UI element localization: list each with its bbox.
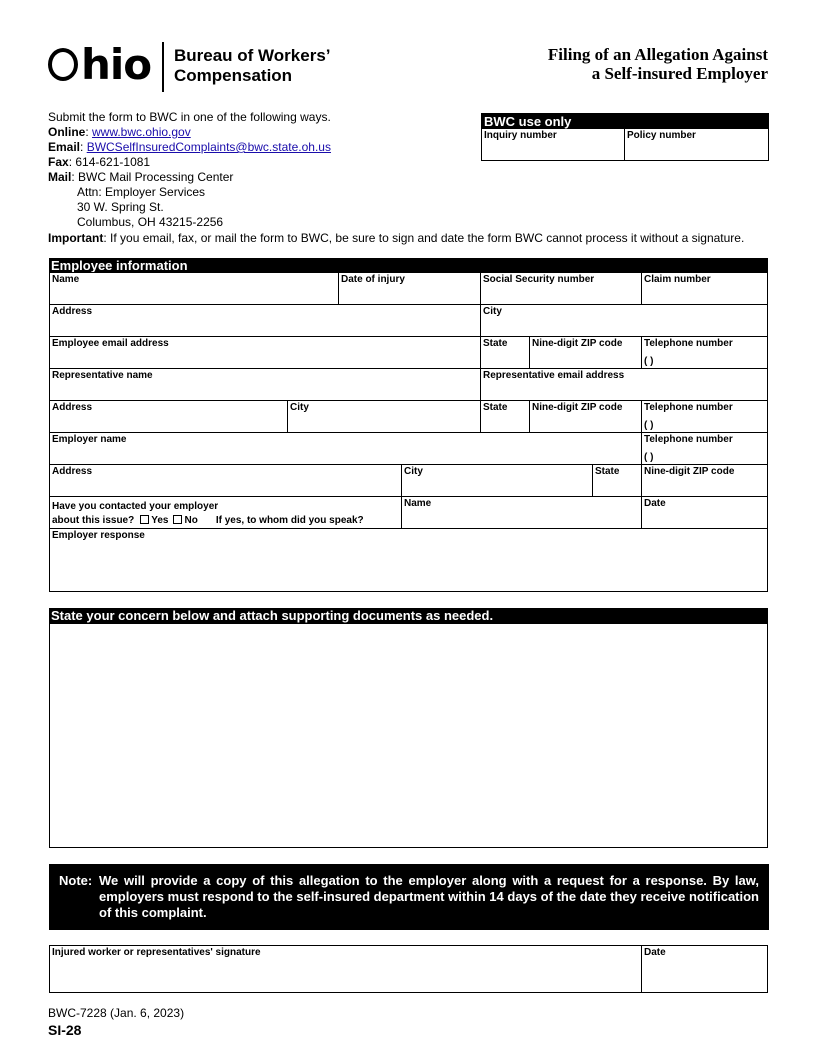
policy-number-label: Policy number xyxy=(627,130,696,141)
employee-email-field[interactable] xyxy=(49,336,481,369)
bureau-name-line2: Compensation xyxy=(174,66,293,85)
contacted-question-line1: Have you contacted your employer xyxy=(52,501,219,512)
contacted-question-text: about this issue? xyxy=(52,515,135,526)
whom-question: If yes, to whom did you speak? xyxy=(215,515,364,526)
form-title-line2: a Self-insured Employer xyxy=(591,64,768,83)
fax-number: 614-621-1081 xyxy=(75,155,151,169)
employee-name-field[interactable] xyxy=(49,272,339,305)
representative-phone-mask: ( ) xyxy=(644,420,654,431)
online-line: Online: www.bwc.ohio.gov xyxy=(48,125,191,139)
employee-email-label: Employee email address xyxy=(52,338,169,349)
employee-state-field[interactable] xyxy=(480,336,530,369)
no-label: No xyxy=(184,515,198,526)
representative-name-label: Representative name xyxy=(52,370,153,381)
mail-line1: BWC Mail Processing Center xyxy=(78,170,234,184)
mail-line3: 30 W. Spring St. xyxy=(77,200,164,214)
employee-state-label: State xyxy=(483,338,508,349)
ohio-logo-o-icon xyxy=(48,48,78,81)
submit-intro: Submit the form to BWC in one of the following ways. xyxy=(48,110,331,124)
claim-number-field[interactable] xyxy=(641,272,768,305)
online-label: Online xyxy=(48,125,86,139)
mail-line: Mail: BWC Mail Processing Center xyxy=(48,170,234,184)
ssn-label: Social Security number xyxy=(483,274,595,285)
signature-date-field[interactable] xyxy=(641,945,768,993)
yes-label: Yes xyxy=(151,515,169,526)
policy-number-field[interactable] xyxy=(625,129,768,160)
employee-zip-label: Nine-digit ZIP code xyxy=(532,338,623,349)
employer-phone-mask: ( ) xyxy=(644,452,654,463)
mail-line4: Columbus, OH 43215-2256 xyxy=(77,215,224,229)
contact-name-field[interactable] xyxy=(401,496,642,529)
employer-address-field[interactable] xyxy=(49,464,402,497)
email-link[interactable]: BWCSelfInsuredComplaints@bwc.state.oh.us xyxy=(86,140,331,154)
representative-city-label: City xyxy=(290,402,309,413)
note-box xyxy=(49,864,769,930)
fax-line: Fax: 614-621-1081 xyxy=(48,155,151,169)
form-title-line1: Filing of an Allegation Against xyxy=(547,45,768,64)
employee-address-label: Address xyxy=(52,306,93,317)
employer-response-label: Employer response xyxy=(52,530,145,541)
submit-instructions xyxy=(48,110,468,230)
employee-address-field[interactable] xyxy=(49,304,481,337)
form-title xyxy=(548,45,768,83)
employer-address-label: Address xyxy=(52,466,93,477)
employer-city-field[interactable] xyxy=(401,464,593,497)
email-line: Email: BWCSelfInsuredComplaints@bwc.state.oh.us xyxy=(48,140,331,154)
fax-label: Fax xyxy=(48,155,69,169)
contacted-employer-field xyxy=(49,496,402,529)
inquiry-number-label: Inquiry number xyxy=(484,130,557,141)
representative-zip-field[interactable] xyxy=(529,400,642,433)
signature-date-label: Date xyxy=(644,947,666,958)
signature-field[interactable] xyxy=(49,945,642,993)
note-label: Note: xyxy=(59,873,93,888)
representative-telephone-label: Telephone number xyxy=(644,402,733,413)
employer-telephone-label: Telephone number xyxy=(644,434,733,445)
concern-heading: State your concern below and attach supporting documents as needed. xyxy=(49,608,768,624)
contacted-question-line2 xyxy=(52,514,399,528)
note-text: We will provide a copy of this allegation to the employer along with a request for a response. By law, employers must respond to the self-insured department within 14 days of the date they receive notification of this complaint. xyxy=(99,873,759,920)
representative-city-field[interactable] xyxy=(287,400,481,433)
contact-date-label: Date xyxy=(644,498,666,509)
representative-state-field[interactable] xyxy=(480,400,530,433)
important-text: If you email, fax, or mail the form to BWC, be sure to sign and date the form BWC cannot process it without a signature. xyxy=(110,231,745,245)
representative-address-field[interactable] xyxy=(49,400,288,433)
ssn-field[interactable] xyxy=(480,272,642,305)
employer-name-label: Employer name xyxy=(52,434,127,445)
important-label: Important xyxy=(48,231,104,245)
form-code: SI-28 xyxy=(48,1022,82,1038)
date-of-injury-label: Date of injury xyxy=(341,274,405,285)
representative-address-label: Address xyxy=(52,402,93,413)
mail-label: Mail xyxy=(48,170,72,184)
employer-city-label: City xyxy=(404,466,423,477)
contact-name-label: Name xyxy=(404,498,432,509)
yes-checkbox[interactable] xyxy=(140,515,149,524)
logo-divider xyxy=(162,42,164,92)
representative-email-label: Representative email address xyxy=(483,370,625,381)
concern-textarea[interactable] xyxy=(49,623,768,848)
representative-name-field[interactable] xyxy=(49,368,481,401)
claim-number-label: Claim number xyxy=(644,274,711,285)
employer-zip-label: Nine-digit ZIP code xyxy=(644,466,735,477)
bureau-name-line1: Bureau of Workers’ xyxy=(174,46,331,65)
employer-response-field[interactable] xyxy=(49,528,768,592)
representative-email-field[interactable] xyxy=(480,368,768,401)
email-label: Email xyxy=(48,140,81,154)
employee-info-heading: Employee information xyxy=(49,258,768,273)
bureau-name xyxy=(174,46,331,86)
form-id: BWC-7228 (Jan. 6, 2023) xyxy=(48,1006,185,1020)
bwc-use-only-title: BWC use only xyxy=(482,114,768,129)
representative-state-label: State xyxy=(483,402,508,413)
employer-telephone-field[interactable] xyxy=(641,432,768,465)
employer-zip-field[interactable] xyxy=(641,464,768,497)
employee-city-label: City xyxy=(483,306,502,317)
employee-telephone-label: Telephone number xyxy=(644,338,733,349)
employee-telephone-field[interactable] xyxy=(641,336,768,369)
employee-name-label: Name xyxy=(52,274,80,285)
signature-label: Injured worker or representatives' signature xyxy=(52,947,261,958)
ohio-logo xyxy=(48,42,151,88)
date-of-injury-field[interactable] xyxy=(338,272,481,305)
employee-city-field[interactable] xyxy=(480,304,768,337)
employer-name-field[interactable] xyxy=(49,432,642,465)
representative-telephone-field[interactable] xyxy=(641,400,768,433)
bwc-use-only-box xyxy=(481,113,769,161)
mail-line2: Attn: Employer Services xyxy=(77,185,206,199)
no-checkbox[interactable] xyxy=(173,515,182,524)
employee-phone-mask: ( ) xyxy=(644,356,654,367)
online-link[interactable]: www.bwc.ohio.gov xyxy=(92,125,191,139)
employer-state-label: State xyxy=(595,466,620,477)
ohio-logo-word: hio xyxy=(81,40,152,89)
important-notice: Important: If you email, fax, or mail the form to BWC, be sure to sign and date the form BWC cannot process it without a signature. xyxy=(48,231,745,245)
employee-zip-field[interactable] xyxy=(529,336,642,369)
inquiry-number-field[interactable] xyxy=(482,129,625,160)
representative-zip-label: Nine-digit ZIP code xyxy=(532,402,623,413)
employer-state-field[interactable] xyxy=(592,464,642,497)
contact-date-field[interactable] xyxy=(641,496,768,529)
